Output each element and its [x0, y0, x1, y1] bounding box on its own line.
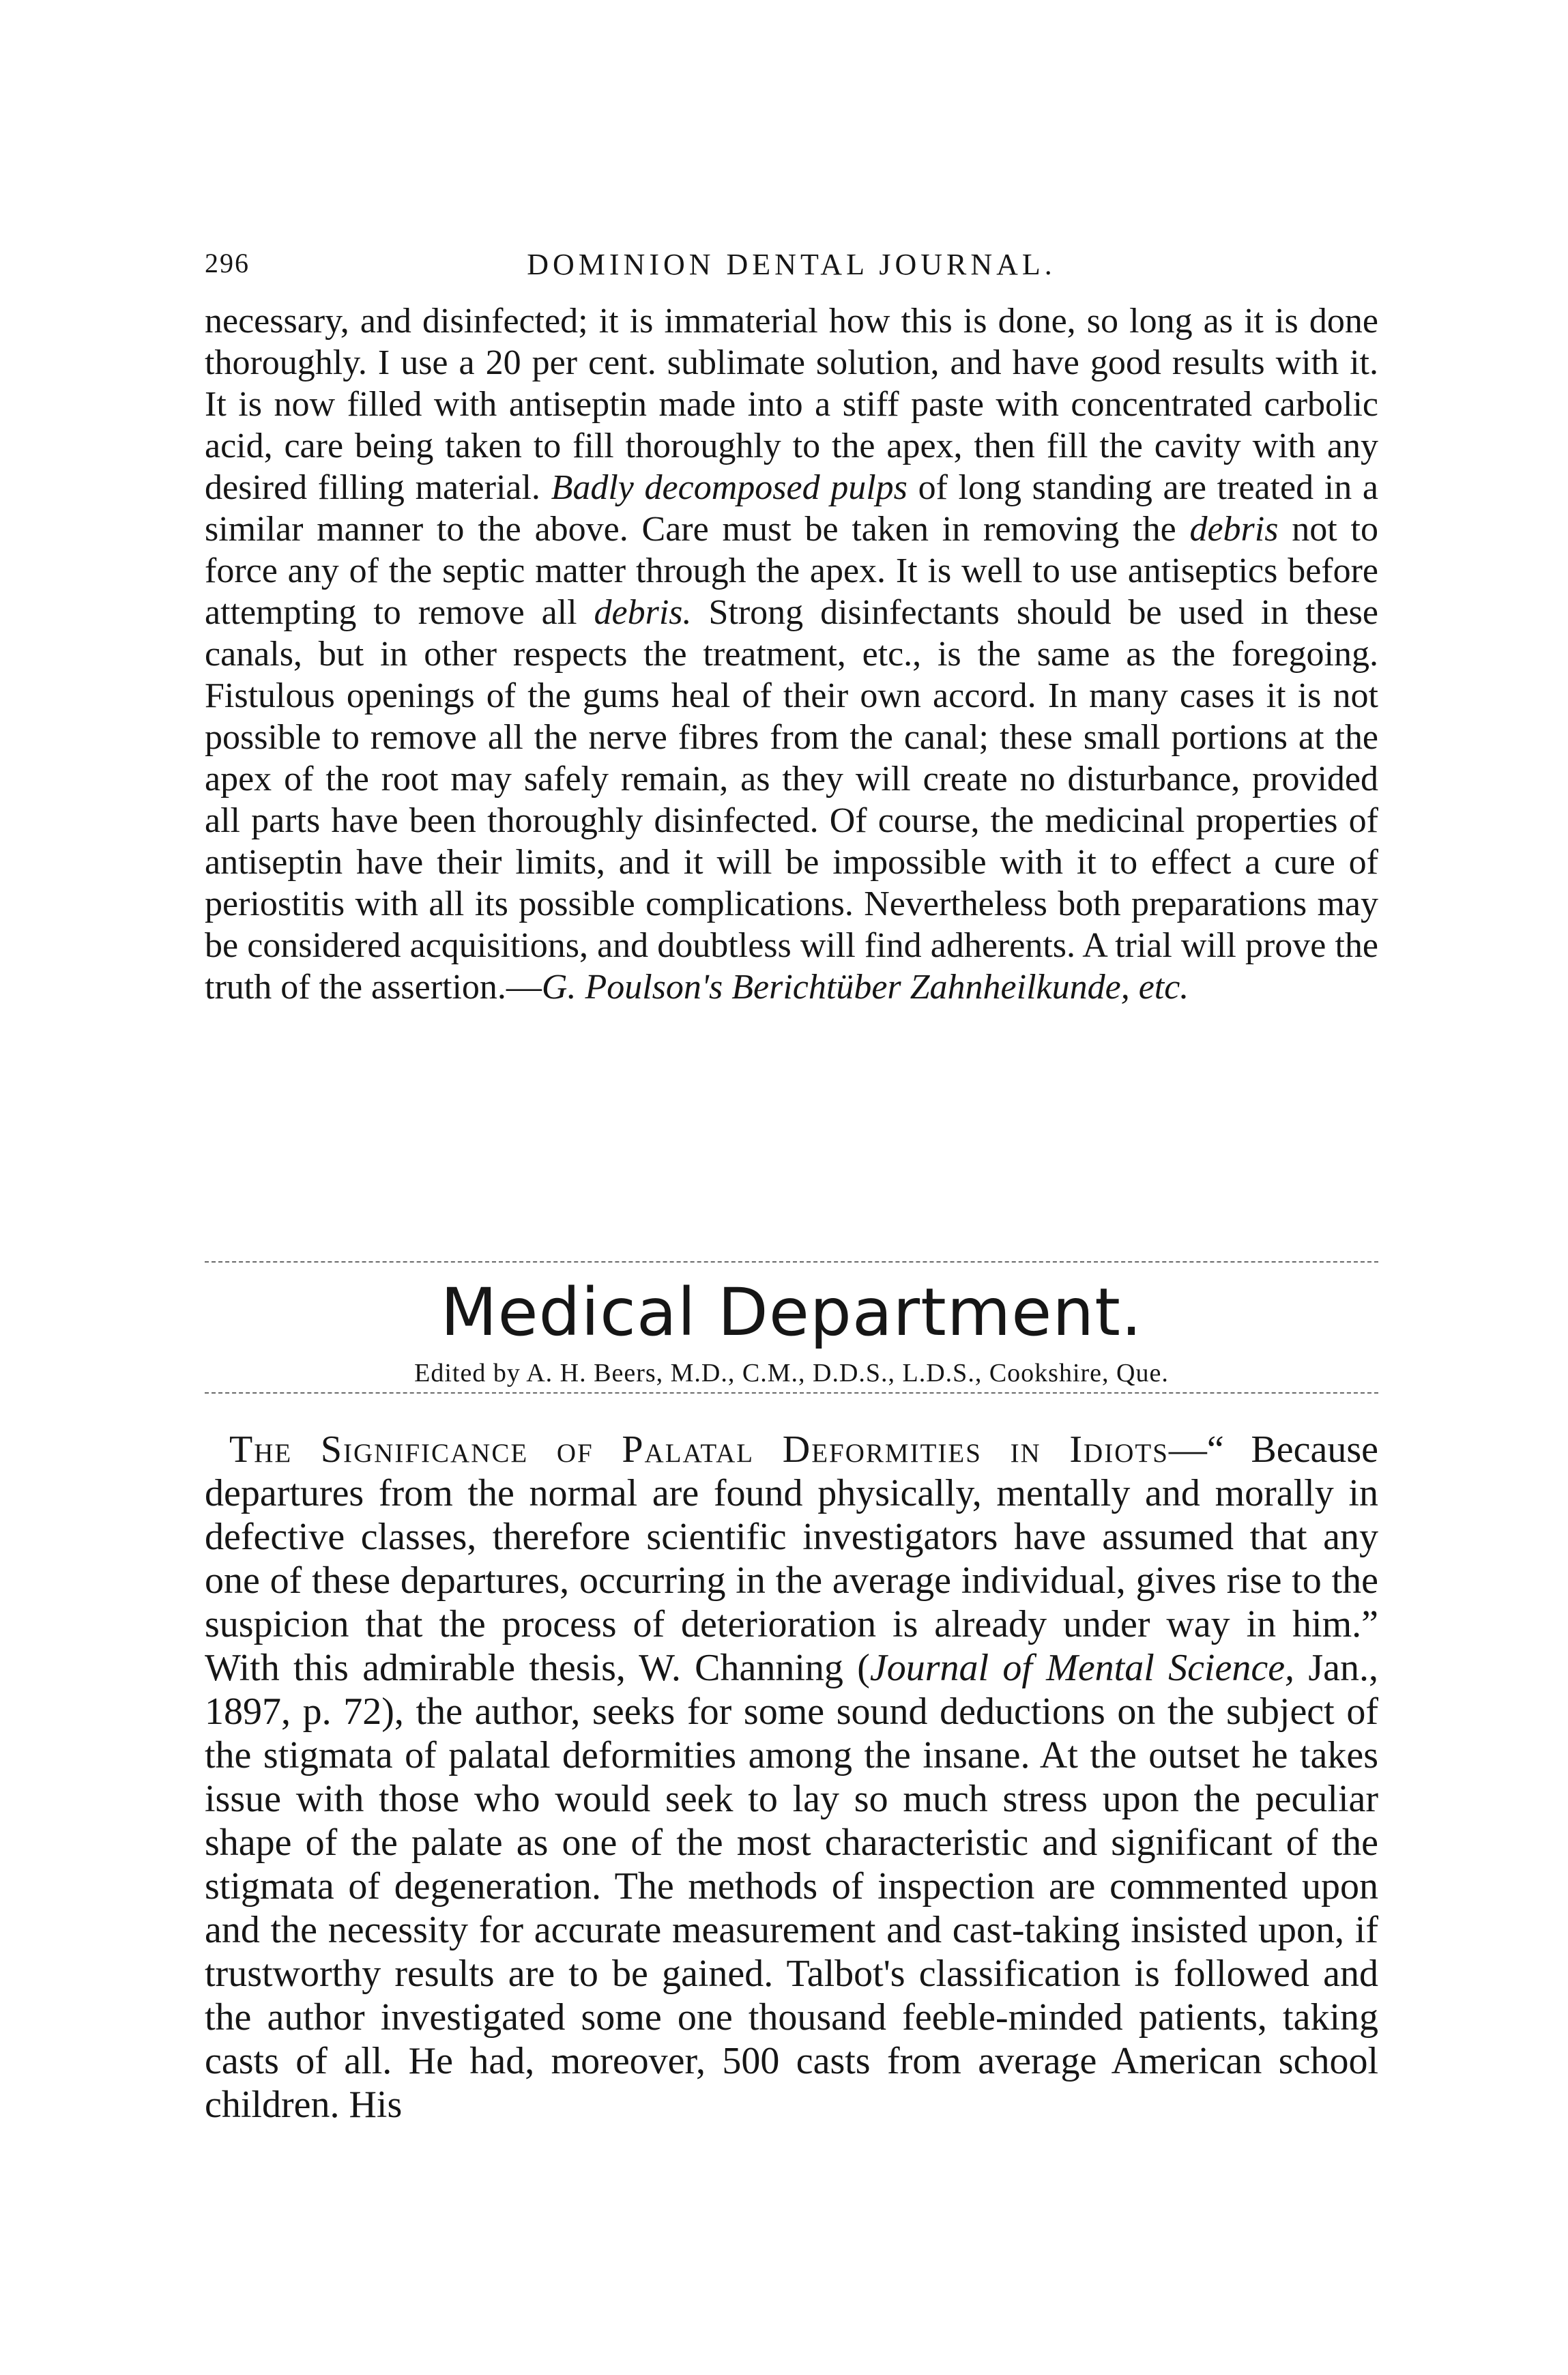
section-divider-bottom — [205, 1392, 1378, 1394]
top-text-part4: Strong disinfectants should be used in these canals, but in other respects the treatment, etc., is the same as the foregoing. Fistulous openings of the gums heal of their own accord. In many cases it is not possible to remove all the nerve fibres from the canal; these small portions at the apex of the root may safely remain, as they will create no disturbance, provided all parts have been thoroughly disinfected. Of course, the medicinal properties of antiseptin have their limits, and it will be impossible with it to effect a cure of periostitis with all its possible complications. Nevertheless both preparations may be considered acquisitions, and doubtless will find adherents. A trial will prove the truth of the assertion.— — [205, 593, 1378, 1007]
running-head — [205, 247, 1378, 288]
top-paragraph-text — [205, 300, 1378, 1008]
top-text-italic3: debris. — [594, 593, 692, 632]
journal-citation: Journal of Mental Science, — [869, 1647, 1295, 1689]
top-text-part1: necessary, and disinfected; it is immaterial how this is done, so long as it is done thoroughly. I use a 20 per cent. sublimate solution, and have good results with it. It is now filled with antiseptin made into a stiff paste with concentrated carbolic acid, care being taken to fill thoroughly to the apex, then fill the cavity with any desired filling material. — [205, 302, 1378, 507]
top-text-part2: of long standing are treated in a similar manner to the above. Care must be taken in removing the — [205, 468, 1378, 549]
editor-line: Edited by A. H. Beers, M.D., C.M., D.D.S., L.D.S., Cookshire, Que. — [414, 1359, 1169, 1387]
article-text-part1: —“ Because departures from the normal are found physically, mentally and morally in defective classes, therefore scientific investigators have assumed that any one of these departures, occurring in the average individual, gives rise to the suspicion that the process of deterioration is already under way in him.” With this admirable thesis, W. Channing ( — [205, 1428, 1378, 1689]
article-heading: The Significance of Palatal Deformities in Idiots — [229, 1428, 1169, 1471]
citation: G. Poulson's Berichtüber Zahnheilkunde, etc. — [541, 968, 1189, 1007]
section-title: Medical Department. — [440, 1274, 1143, 1351]
top-text-part3: not to force any of the septic matter through the apex. It is well to use antiseptics before attempting to remove all — [205, 510, 1378, 632]
top-text-italic2: debris — [1189, 510, 1279, 549]
journal-title: DOMINION DENTAL JOURNAL. — [527, 248, 1056, 281]
article-text-part2: Jan., 1897, p. 72), the author, seeks for some sound deductions on the subject of the stigmata of palatal deformities among the insane. At the outset he takes issue with those who would seek to lay so much stress upon the peculiar shape of the palate as one of the most characteristic and significant of the stigmata of degeneration. The methods of inspection are commented upon and the necessity for accurate measurement and cast-taking insisted upon, if trustworthy results are to be gained. Talbot's classification is followed and the author investigated some one thousand feeble-minded patients, taking casts of all. He had, moreover, 500 casts from average American school children. His — [205, 1647, 1378, 2126]
page-number: 296 — [205, 248, 250, 278]
top-text-italic1: Badly decomposed pulps — [551, 468, 908, 507]
article-paragraph — [205, 1428, 1378, 2127]
section-divider-top — [205, 1261, 1378, 1263]
top-paragraph — [205, 300, 1378, 1008]
article-paragraph-text — [205, 1428, 1378, 2127]
